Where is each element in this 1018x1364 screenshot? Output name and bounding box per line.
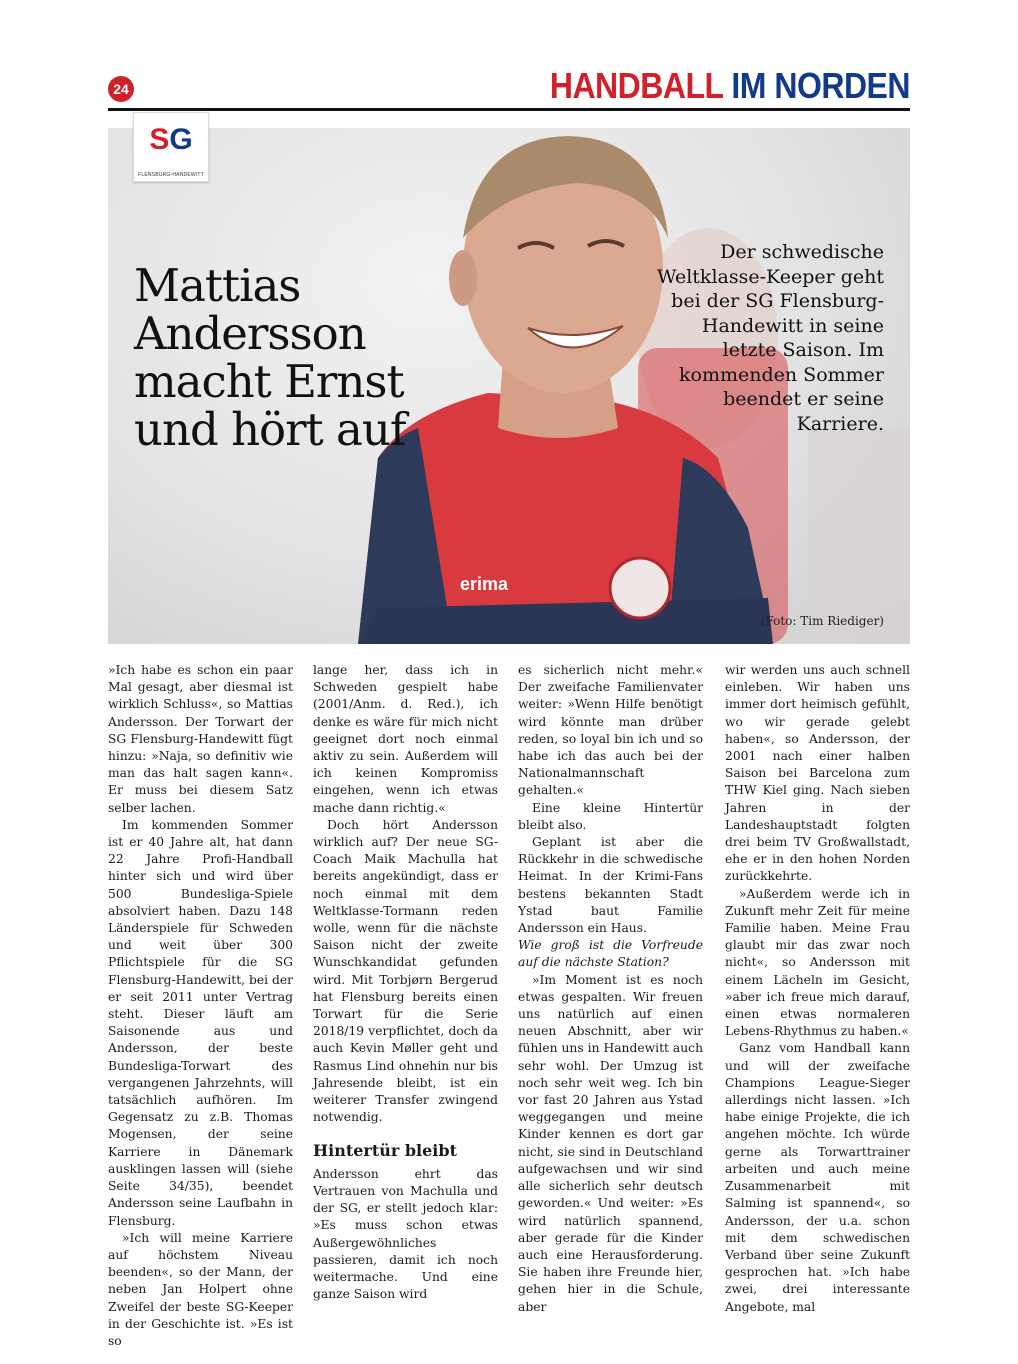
paragraph: Doch hört Andersson wirklich auf? Der neue SG-Coach Maik Machulla hat bereits angekündigt, dass er noch einmal mit dem Weltklasse-Tormann reden wolle, wenn für die nächste Saison nicht der zweite Wunschkandidat gefunden wird. Mit Torbjørn Bergerud hat Flensburg bereits einen Torwart für die Serie 2018/19 verpflichtet, doch da auch Kevin Møller geht und Rasmus Lind ohnehin nur bis Jahresende bleibt, ist ein weiterer Transfer zwingend notwendig.: [313, 817, 498, 1125]
paragraph: lange her, dass ich in Schweden gespielt habe (2001/Anm. d. Red.), ich denke es wäre für mich nicht geeignet dort noch einmal aktiv zu sein. Außerdem will ich keinen Kompromiss eingehen, wenn ich etwas mache dann richtig.«: [313, 663, 498, 815]
column-4: [725, 662, 910, 1314]
paragraph: Im kommenden Sommer ist er 40 Jahre alt, hat dann 22 Jahre Profi-Handball hinter sich und wird über 500 Bundesliga-Spiele absolviert haben. Dazu 148 Länderspiele für Schweden und weit über 300 Pflichtspiele für die SG Flensburg-Handewitt, bei der er seit 2011 unter Vertrag steht. Dieser läuft am Saisonende aus und Andersson, der beste Bundesliga-Torwart des vergangenen Jahrzehnts, will tatsächlich aufhören. Im Gegensatz zu z.B. Thomas Mogensen, der seine Karriere in Dänemark ausklingen lassen will (siehe Seite 34/35), beendet Andersson seine Laufbahn in Flensburg.: [108, 817, 293, 1228]
section-header: [550, 66, 910, 107]
article-photo: [108, 123, 910, 644]
interview-question: Wie groß ist die Vorfreude auf die nächste Station?: [518, 938, 703, 970]
header-divider: [108, 108, 910, 111]
article-headline: Mattias Andersson macht Ernst und hört auf: [134, 259, 406, 457]
article-deck: Der schwedische Weltklasse-Keeper geht bei der SG Flensburg-Handewitt in seine letzte Saison. Im kommenden Sommer beendet er seine Karriere.: [657, 241, 884, 435]
paragraph: Eine kleine Hintertür bleibt also.: [518, 800, 703, 832]
article-body: [108, 662, 910, 1348]
paragraph: Geplant ist aber die Rückkehr in die schwedische Heimat. In der Krimi-Fans bestens bekannten Stadt Ystad baut Familie Andersson ein Haus.: [518, 835, 703, 936]
subheading: Hintertür bleibt: [313, 1141, 457, 1161]
logo-letter-s: S: [149, 123, 170, 156]
paragraph: »Ich habe es schon ein paar Mal gesagt, aber diesmal ist wirklich Schluss«, so Mattias Andersson. Der Torwart der SG Flensburg-Handewitt fügt hinzu: »Naja, so definitiv wie man das halt sagen kann«. Er muss bei diesem Satz selber lachen.: [108, 663, 293, 815]
paragraph: »Im Moment ist es noch etwas gespalten. Wir freuen uns natürlich auf einen neuen Abschnitt, aber wir fühlen uns in Handewitt auch sehr wohl. Der Umzug ist noch sehr weit weg. Ich bin vor fast 20 Jahren aus Ystad weggegangen und meine Kinder kennen es dort gar nicht, sie sind in Deutschland aufgewachsen und wir sind alle sicherlich sehr deutsch geworden.« Und weiter: »Es wird natürlich spannend, aber gerade für die Kinder auch eine Herausforderung. Sie haben ihre Freunde hier, gehen hier in die Schule, aber: [518, 972, 703, 1314]
photo-credit: (Foto: Tim Riediger): [760, 614, 884, 628]
column-3: [518, 662, 703, 1314]
paragraph: es sicherlich nicht mehr.« Der zweifache Familienvater weiter: »Wenn Hilfe benötigt wird könnte man drüber reden, so loyal bin ich und so habe ich das auch bei der Nationalmannschaft gehalten.«: [518, 663, 703, 798]
sg-logo: [133, 112, 209, 182]
svg-text:erima: erima: [460, 574, 509, 594]
paragraph: Ganz vom Handball kann und will der zweifache Champions League-Sieger allerdings nicht lassen. »Ich habe einige Projekte, die ich angehen möchte. Ich würde gerne als Torwarttrainer arbeiten und auch meine Zusammenarbeit mit Salming ist spannend«, so Andersson, der u.a. schon mit dem schwedischen Verband über seine Zukunft gesprochen hat. »Ich habe zwei, drei interessante Angebote, mal: [725, 1041, 910, 1314]
logo-letters: [134, 123, 208, 157]
column-1: [108, 662, 293, 1348]
section-title-red: HANDBALL: [549, 65, 723, 106]
logo-subtitle: FLENSBURG-HANDEWITT: [138, 172, 204, 178]
paragraph: Andersson ehrt das Vertrauen von Machulla und der SG, er stellt jedoch klar: »Es muss schon etwas Außergewöhnliches passieren, damit ich noch weitermache. Und eine ganze Saison wird: [313, 1166, 498, 1302]
page-number: 24: [108, 76, 134, 102]
logo-letter-g: G: [169, 123, 193, 156]
section-title-blue: IM NORDEN: [731, 65, 910, 106]
paragraph: »Außerdem werde ich in Zukunft mehr Zeit für meine Familie haben. Meine Frau glaubt mir das zwar noch nicht«, so Andersson mit einem Lächeln im Gesicht, »aber ich freue mich darauf, einen etwas normaleren Lebens-Rhythmus zu haben.«: [725, 886, 910, 1039]
column-2: [313, 662, 498, 1302]
paragraph: »Ich will meine Karriere auf höchstem Niveau beenden«, so der Mann, der neben Jan Holpert ohne Zweifel der beste SG-Keeper in der Geschichte ist. »Es ist so: [108, 1230, 293, 1348]
paragraph: wir werden uns auch schnell einleben. Wir haben uns immer dort heimisch gefühlt, wo wir gerade gelebt haben«, so Andersson, der 2001 nach einer halben Saison bei Barcelona zum THW Kiel ging. Nach sieben Jahren in der Landeshauptstadt folgten drei beim TV Großwallstadt, ehe er in den hohen Norden zurückkehrte.: [725, 663, 910, 884]
